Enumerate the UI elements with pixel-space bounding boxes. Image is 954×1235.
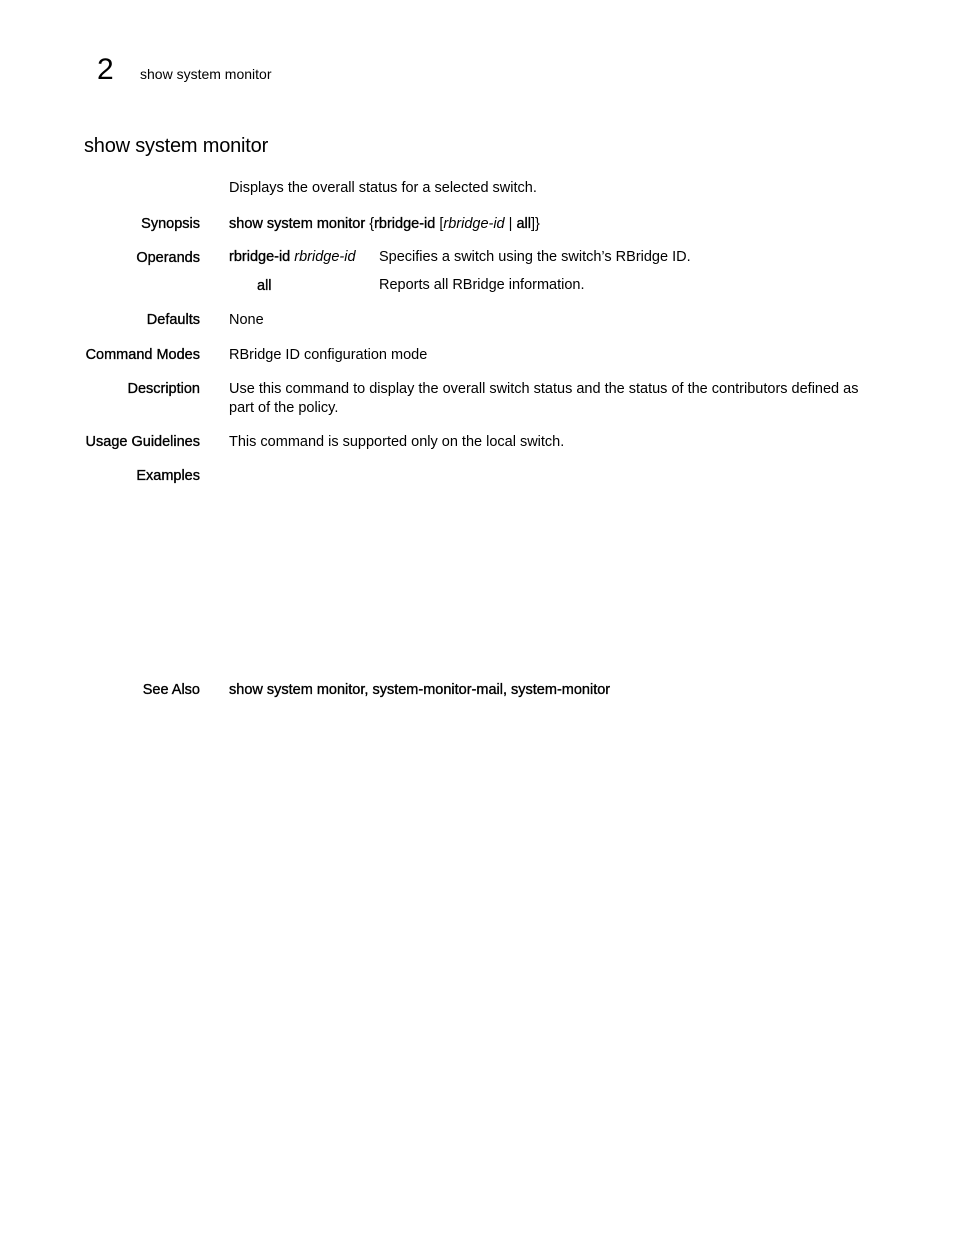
synopsis-pipe: | xyxy=(504,216,517,232)
see-also-link-show-system-monitor[interactable]: show system monitor xyxy=(229,682,365,698)
see-also-separator: , xyxy=(364,682,373,698)
description-value: Use this command to display the overall switch status and the status of the contributors defined as part of the policy. xyxy=(229,381,859,416)
operand-arg: rbridge-id xyxy=(294,249,356,265)
synopsis-command: show system monitor xyxy=(229,216,366,232)
operand-description: Specifies a switch using the switch’s RBridge ID. xyxy=(379,249,691,265)
synopsis-kw-all: all xyxy=(516,216,531,232)
section-title: show system monitor xyxy=(84,135,269,157)
usage-guidelines-value: This command is supported only on the local switch. xyxy=(229,434,565,450)
synopsis-label: Synopsis xyxy=(141,216,200,232)
see-also-link-system-monitor[interactable]: system-monitor xyxy=(511,682,611,698)
operand-keyword: all xyxy=(257,278,272,294)
command-modes-label: Command Modes xyxy=(85,347,200,363)
usage-guidelines-label: Usage Guidelines xyxy=(85,434,200,450)
chapter-number: 2 xyxy=(97,53,114,86)
operand-keyword: rbridge-id xyxy=(229,249,291,265)
operand-name xyxy=(257,278,272,294)
defaults-value: None xyxy=(229,312,264,328)
operand-description: Reports all RBridge information. xyxy=(379,277,585,293)
description-label: Description xyxy=(127,381,200,397)
synopsis-text xyxy=(229,215,869,234)
see-also-links xyxy=(229,682,610,698)
running-head: show system monitor xyxy=(140,66,272,82)
operand-name xyxy=(229,249,356,265)
see-also-separator: , xyxy=(502,682,512,698)
synopsis-close: ]} xyxy=(530,216,540,232)
see-also-link-system-monitor-mail[interactable]: system-monitor-mail xyxy=(372,682,503,698)
examples-label: Examples xyxy=(136,468,200,484)
synopsis-kw-rbridge: rbridge-id xyxy=(374,216,436,232)
defaults-label: Defaults xyxy=(146,312,200,328)
operands-label: Operands xyxy=(136,250,200,266)
section-intro: Displays the overall status for a selected switch. xyxy=(229,180,537,196)
synopsis-open-brace: { xyxy=(365,216,375,232)
synopsis-open-bracket: [ xyxy=(435,216,444,232)
see-also-label: See Also xyxy=(142,682,200,698)
synopsis-arg-rbridge: rbridge-id xyxy=(443,216,505,232)
command-modes-value: RBridge ID configuration mode xyxy=(229,347,428,363)
